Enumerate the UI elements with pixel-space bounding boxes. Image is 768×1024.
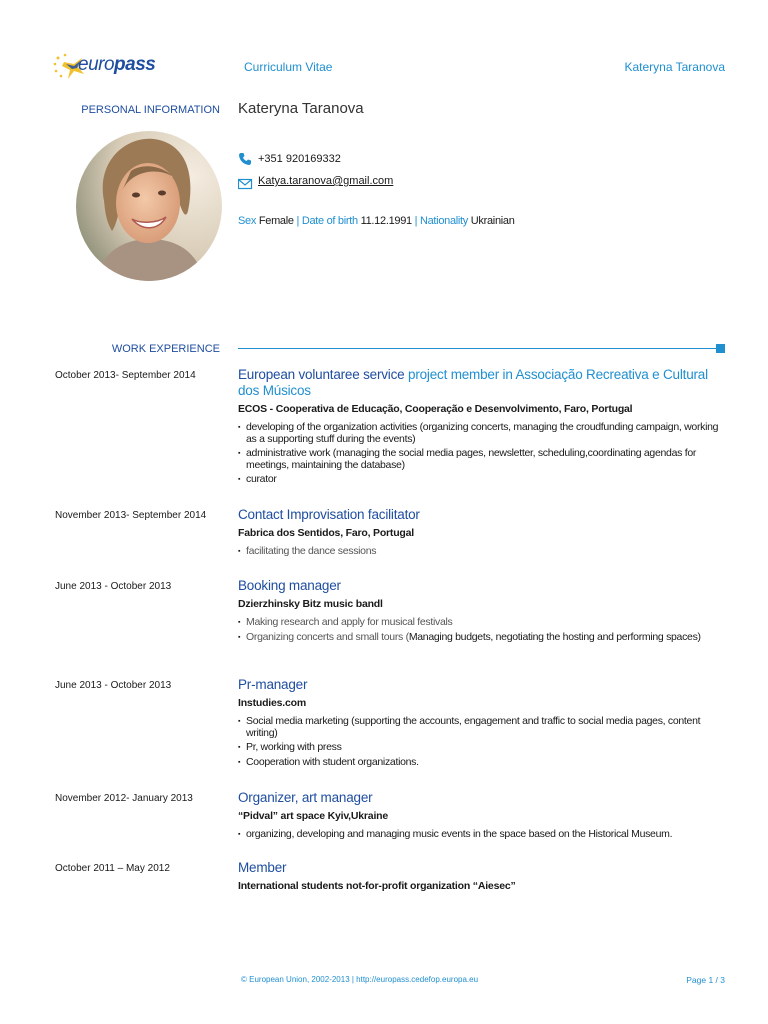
job-title: Contact Improvisation facilitator bbox=[238, 507, 420, 522]
list-item: ▪ Pr, working with press bbox=[238, 742, 728, 754]
work-date: June 2013 - October 2013 bbox=[55, 581, 172, 592]
logo-text: europass bbox=[78, 54, 156, 75]
list-item: ▪ facilitating the dance sessions bbox=[238, 546, 728, 558]
organization: ECOS - Cooperativa de Educação, Cooperação e Desenvolvimento, Faro, Portugal bbox=[238, 403, 633, 415]
organization: Instudies.com bbox=[238, 697, 306, 709]
organization: Fabrica dos Sentidos, Faro, Portugal bbox=[238, 527, 414, 539]
section-divider bbox=[238, 348, 718, 349]
list-item: ▪ Making research and apply for musical festivals bbox=[238, 617, 728, 629]
work-date: November 2013- September 2014 bbox=[55, 510, 207, 521]
nationality-value: Ukrainian bbox=[470, 215, 515, 227]
footer-copyright: © European Union, 2002-2013 | http://europass.cedefop.europa.eu bbox=[241, 975, 479, 984]
personal-information-label: PERSONAL INFORMATION bbox=[81, 104, 220, 116]
dob-label: Date of birth bbox=[301, 215, 358, 227]
sex-label: Sex bbox=[238, 215, 257, 227]
list-item: ▪ curator bbox=[238, 474, 728, 486]
list-item: ▪ Organizing concerts and small tours (Managing budgets, negotiating the hosting and performing spaces) bbox=[238, 632, 728, 644]
work-date: June 2013 - October 2013 bbox=[55, 680, 172, 691]
job-title: Organizer, art manager bbox=[238, 790, 373, 805]
separator: | bbox=[296, 215, 300, 227]
personal-meta bbox=[238, 215, 515, 227]
list-item: ▪ Social media marketing (supporting the accounts, engagement and traffic to social media pages, content writing) bbox=[238, 716, 728, 739]
profile-photo bbox=[76, 131, 222, 281]
job-title: Pr-manager bbox=[238, 677, 308, 692]
organization: Dzierzhinsky Bitz music bandl bbox=[238, 598, 383, 610]
work-experience-label: WORK EXPERIENCE bbox=[111, 343, 220, 355]
sex-value: Female bbox=[258, 215, 294, 227]
email-row bbox=[238, 174, 393, 188]
nationality-label: Nationality bbox=[419, 215, 469, 227]
job-title: Booking manager bbox=[238, 578, 341, 593]
job-title: Member bbox=[238, 860, 287, 875]
work-date: October 2011 – May 2012 bbox=[55, 863, 170, 874]
phone-icon bbox=[238, 152, 254, 166]
list-item: ▪ organizing, developing and managing music events in the space based on the Historical Museum. bbox=[238, 829, 728, 841]
list-item: ▪ developing of the organization activities (organizing concerts, managing the croudfunding campaign, working as a supporting stuff during the events) bbox=[238, 422, 728, 445]
section-marker bbox=[716, 344, 725, 353]
page-number: Page 1 / 3 bbox=[686, 975, 725, 985]
email-link[interactable]: Katya.taranova@gmail.com bbox=[258, 175, 394, 187]
list-item: ▪ administrative work (managing the social media pages, newsletter, scheduling,coordinating agendas for meetings, maintaining the database) bbox=[238, 448, 728, 471]
phone-row bbox=[238, 152, 341, 166]
organization: International students not-for-profit organization “Aiesec” bbox=[238, 880, 516, 892]
europass-logo bbox=[52, 52, 162, 82]
separator: | bbox=[414, 215, 418, 227]
job-title: European voluntaree service project member in Associação Recreativa e Cultural dos Músicos bbox=[238, 367, 708, 398]
document-title: Curriculum Vitae bbox=[244, 60, 333, 74]
dob-value: 11.12.1991 bbox=[360, 215, 412, 227]
phone-number: +351 920169332 bbox=[258, 153, 341, 165]
envelope-icon bbox=[238, 174, 254, 188]
organization: “Pidval” art space Kyiv,Ukraine bbox=[238, 810, 389, 822]
person-name: Kateryna Taranova bbox=[238, 100, 364, 117]
list-item: ▪ Cooperation with student organizations. bbox=[238, 757, 728, 769]
work-date: November 2012- January 2013 bbox=[55, 793, 193, 804]
work-date: October 2013- September 2014 bbox=[55, 370, 196, 381]
header-owner-name: Kateryna Taranova bbox=[624, 60, 725, 74]
